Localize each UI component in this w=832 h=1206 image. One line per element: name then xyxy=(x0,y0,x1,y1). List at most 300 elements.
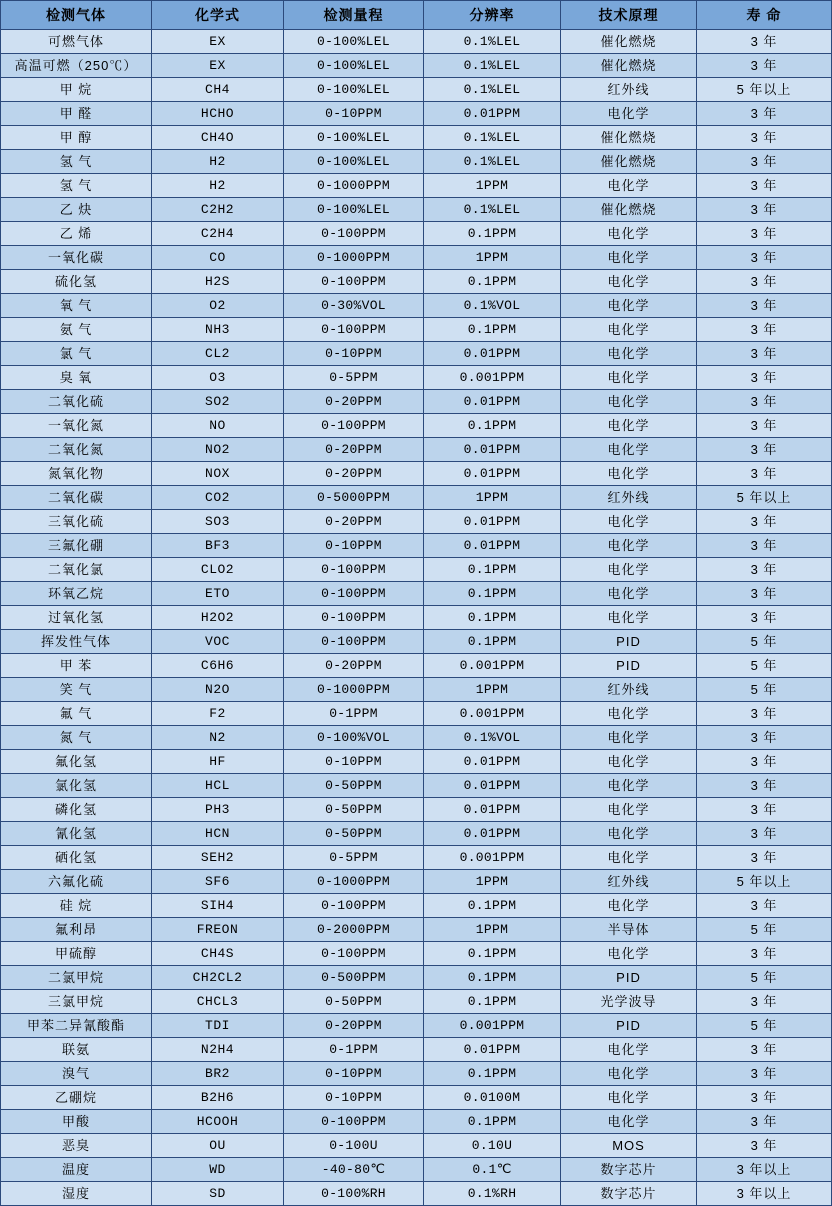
cell-resolution: 0.01PPM xyxy=(424,750,561,774)
cell-range: 0-100PPM xyxy=(284,414,424,438)
cell-principle: 电化学 xyxy=(561,390,697,414)
cell-range: 0-10PPM xyxy=(284,102,424,126)
cell-gas: 二氧化碳 xyxy=(1,486,152,510)
table-header xyxy=(1,1,832,30)
cell-range: 0-100%LEL xyxy=(284,54,424,78)
cell-resolution: 1PPM xyxy=(424,870,561,894)
cell-principle: 电化学 xyxy=(561,1038,697,1062)
cell-principle: 电化学 xyxy=(561,822,697,846)
cell-gas: 甲硫醇 xyxy=(1,942,152,966)
cell-formula: WD xyxy=(152,1158,284,1182)
table-row xyxy=(1,198,832,222)
cell-gas: 硫化氢 xyxy=(1,270,152,294)
cell-range: 0-5PPM xyxy=(284,846,424,870)
cell-formula: CO2 xyxy=(152,486,284,510)
cell-formula: SD xyxy=(152,1182,284,1206)
cell-range: 0-50PPM xyxy=(284,798,424,822)
table-row xyxy=(1,246,832,270)
cell-range: 0-100%VOL xyxy=(284,726,424,750)
cell-formula: C2H4 xyxy=(152,222,284,246)
cell-gas: 三氯甲烷 xyxy=(1,990,152,1014)
cell-formula: N2 xyxy=(152,726,284,750)
cell-life: 3 年 xyxy=(697,318,832,342)
cell-resolution: 0.1PPM xyxy=(424,1062,561,1086)
cell-principle: 电化学 xyxy=(561,462,697,486)
cell-principle: PID xyxy=(561,1014,697,1038)
cell-formula: CH4 xyxy=(152,78,284,102)
cell-life: 3 年 xyxy=(697,126,832,150)
cell-life: 5 年以上 xyxy=(697,78,832,102)
cell-resolution: 0.1PPM xyxy=(424,414,561,438)
cell-principle: 光学波导 xyxy=(561,990,697,1014)
cell-life: 5 年 xyxy=(697,630,832,654)
cell-formula: H2S xyxy=(152,270,284,294)
cell-resolution: 0.001PPM xyxy=(424,654,561,678)
cell-formula: NO xyxy=(152,414,284,438)
cell-range: 0-100%LEL xyxy=(284,150,424,174)
cell-life: 3 年 xyxy=(697,414,832,438)
cell-range: 0-100%LEL xyxy=(284,30,424,54)
cell-life: 3 年 xyxy=(697,702,832,726)
cell-formula: ETO xyxy=(152,582,284,606)
cell-life: 3 年 xyxy=(697,222,832,246)
cell-principle: 电化学 xyxy=(561,798,697,822)
cell-formula: SO3 xyxy=(152,510,284,534)
table-row xyxy=(1,654,832,678)
cell-range: 0-1000PPM xyxy=(284,870,424,894)
cell-resolution: 0.1%RH xyxy=(424,1182,561,1206)
cell-resolution: 0.1PPM xyxy=(424,942,561,966)
cell-gas: 过氧化氢 xyxy=(1,606,152,630)
cell-gas: 甲 醛 xyxy=(1,102,152,126)
cell-gas: 氮氧化物 xyxy=(1,462,152,486)
cell-principle: 电化学 xyxy=(561,342,697,366)
cell-resolution: 0.1PPM xyxy=(424,1110,561,1134)
cell-principle: 数字芯片 xyxy=(561,1182,697,1206)
table-row xyxy=(1,798,832,822)
cell-range: 0-100PPM xyxy=(284,558,424,582)
cell-resolution: 0.01PPM xyxy=(424,462,561,486)
table-row xyxy=(1,438,832,462)
cell-gas: 氮 气 xyxy=(1,726,152,750)
cell-formula: HCOOH xyxy=(152,1110,284,1134)
cell-life: 3 年 xyxy=(697,846,832,870)
cell-gas: 硒化氢 xyxy=(1,846,152,870)
cell-formula: OU xyxy=(152,1134,284,1158)
cell-formula: PH3 xyxy=(152,798,284,822)
table-row xyxy=(1,486,832,510)
cell-gas: 氨 气 xyxy=(1,318,152,342)
cell-life: 3 年 xyxy=(697,798,832,822)
table-row xyxy=(1,846,832,870)
cell-life: 5 年 xyxy=(697,918,832,942)
cell-range: 0-100U xyxy=(284,1134,424,1158)
cell-life: 5 年 xyxy=(697,1014,832,1038)
cell-resolution: 0.01PPM xyxy=(424,102,561,126)
cell-resolution: 0.1PPM xyxy=(424,606,561,630)
cell-gas: 氟利昂 xyxy=(1,918,152,942)
cell-gas: 氧 气 xyxy=(1,294,152,318)
table-row xyxy=(1,366,832,390)
cell-formula: NH3 xyxy=(152,318,284,342)
table-row xyxy=(1,318,832,342)
cell-principle: 电化学 xyxy=(561,294,697,318)
cell-formula: NO2 xyxy=(152,438,284,462)
cell-life: 3 年 xyxy=(697,774,832,798)
cell-gas: 高温可燃（250℃） xyxy=(1,54,152,78)
table-row xyxy=(1,294,832,318)
table-row xyxy=(1,894,832,918)
cell-range: 0-1000PPM xyxy=(284,246,424,270)
cell-formula: CO xyxy=(152,246,284,270)
table-row xyxy=(1,414,832,438)
cell-life: 3 年 xyxy=(697,942,832,966)
cell-gas: 甲 醇 xyxy=(1,126,152,150)
cell-gas: 甲酸 xyxy=(1,1110,152,1134)
cell-resolution: 0.1%LEL xyxy=(424,30,561,54)
cell-resolution: 0.1PPM xyxy=(424,222,561,246)
cell-gas: 一氧化氮 xyxy=(1,414,152,438)
table-row xyxy=(1,174,832,198)
cell-life: 3 年 xyxy=(697,438,832,462)
table-row xyxy=(1,510,832,534)
cell-gas: 乙 炔 xyxy=(1,198,152,222)
table-row xyxy=(1,1086,832,1110)
cell-gas: 甲 苯 xyxy=(1,654,152,678)
cell-formula: HF xyxy=(152,750,284,774)
cell-principle: 半导体 xyxy=(561,918,697,942)
cell-principle: MOS xyxy=(561,1134,697,1158)
cell-gas: 氢 气 xyxy=(1,174,152,198)
cell-life: 3 年 xyxy=(697,198,832,222)
cell-principle: 红外线 xyxy=(561,486,697,510)
cell-life: 3 年 xyxy=(697,102,832,126)
cell-range: 0-10PPM xyxy=(284,1062,424,1086)
cell-range: 0-10PPM xyxy=(284,342,424,366)
column-header-range: 检测量程 xyxy=(284,1,424,30)
cell-resolution: 0.01PPM xyxy=(424,1038,561,1062)
cell-principle: 电化学 xyxy=(561,846,697,870)
table-row xyxy=(1,558,832,582)
cell-gas: 六氟化硫 xyxy=(1,870,152,894)
cell-principle: 电化学 xyxy=(561,222,697,246)
table-row xyxy=(1,126,832,150)
cell-formula: F2 xyxy=(152,702,284,726)
table-body xyxy=(1,30,832,1206)
cell-formula: CH4O xyxy=(152,126,284,150)
cell-range: 0-2000PPM xyxy=(284,918,424,942)
cell-gas: 恶臭 xyxy=(1,1134,152,1158)
cell-principle: 电化学 xyxy=(561,534,697,558)
cell-formula: O3 xyxy=(152,366,284,390)
cell-life: 5 年以上 xyxy=(697,870,832,894)
cell-range: 0-5PPM xyxy=(284,366,424,390)
table-row xyxy=(1,150,832,174)
cell-resolution: 0.01PPM xyxy=(424,438,561,462)
cell-resolution: 0.001PPM xyxy=(424,1014,561,1038)
cell-formula: EX xyxy=(152,54,284,78)
cell-formula: CL2 xyxy=(152,342,284,366)
cell-principle: 电化学 xyxy=(561,174,697,198)
cell-range: 0-1PPM xyxy=(284,702,424,726)
cell-gas: 甲苯二异氰酸酯 xyxy=(1,1014,152,1038)
cell-resolution: 0.1%LEL xyxy=(424,150,561,174)
cell-gas: 笑 气 xyxy=(1,678,152,702)
cell-range: 0-100PPM xyxy=(284,606,424,630)
cell-resolution: 0.01PPM xyxy=(424,774,561,798)
cell-gas: 臭 氧 xyxy=(1,366,152,390)
cell-life: 3 年 xyxy=(697,150,832,174)
cell-range: 0-100%LEL xyxy=(284,78,424,102)
cell-resolution: 0.01PPM xyxy=(424,798,561,822)
cell-resolution: 0.01PPM xyxy=(424,390,561,414)
cell-principle: 电化学 xyxy=(561,366,697,390)
cell-range: 0-20PPM xyxy=(284,438,424,462)
cell-principle: 红外线 xyxy=(561,78,697,102)
cell-resolution: 1PPM xyxy=(424,246,561,270)
table-row xyxy=(1,270,832,294)
table-row xyxy=(1,750,832,774)
cell-formula: C6H6 xyxy=(152,654,284,678)
cell-formula: EX xyxy=(152,30,284,54)
cell-range: 0-1000PPM xyxy=(284,174,424,198)
cell-principle: 电化学 xyxy=(561,102,697,126)
cell-principle: 电化学 xyxy=(561,246,697,270)
cell-life: 3 年 xyxy=(697,246,832,270)
cell-principle: 电化学 xyxy=(561,774,697,798)
table-row xyxy=(1,870,832,894)
cell-formula: SEH2 xyxy=(152,846,284,870)
cell-range: 0-50PPM xyxy=(284,990,424,1014)
cell-gas: 氟 气 xyxy=(1,702,152,726)
table-row xyxy=(1,726,832,750)
cell-formula: H2 xyxy=(152,150,284,174)
cell-gas: 二氯甲烷 xyxy=(1,966,152,990)
table-row xyxy=(1,222,832,246)
cell-range: 0-100%LEL xyxy=(284,126,424,150)
cell-life: 5 年 xyxy=(697,654,832,678)
cell-life: 3 年以上 xyxy=(697,1158,832,1182)
cell-formula: BR2 xyxy=(152,1062,284,1086)
cell-range: 0-5000PPM xyxy=(284,486,424,510)
table-row xyxy=(1,582,832,606)
cell-resolution: 0.10U xyxy=(424,1134,561,1158)
cell-life: 5 年 xyxy=(697,966,832,990)
cell-formula: BF3 xyxy=(152,534,284,558)
cell-formula: VOC xyxy=(152,630,284,654)
cell-life: 3 年 xyxy=(697,534,832,558)
cell-range: 0-20PPM xyxy=(284,390,424,414)
cell-gas: 氟化氢 xyxy=(1,750,152,774)
cell-resolution: 0.1%VOL xyxy=(424,294,561,318)
cell-formula: H2 xyxy=(152,174,284,198)
table-row xyxy=(1,534,832,558)
cell-life: 3 年 xyxy=(697,894,832,918)
cell-life: 3 年 xyxy=(697,726,832,750)
cell-range: 0-10PPM xyxy=(284,534,424,558)
cell-principle: 电化学 xyxy=(561,702,697,726)
cell-gas: 乙硼烷 xyxy=(1,1086,152,1110)
cell-life: 3 年 xyxy=(697,174,832,198)
cell-principle: 电化学 xyxy=(561,750,697,774)
cell-range: 0-50PPM xyxy=(284,822,424,846)
cell-formula: CLO2 xyxy=(152,558,284,582)
cell-principle: 催化燃烧 xyxy=(561,198,697,222)
cell-range: 0-20PPM xyxy=(284,510,424,534)
cell-resolution: 0.1PPM xyxy=(424,630,561,654)
cell-gas: 二氧化硫 xyxy=(1,390,152,414)
table-row xyxy=(1,822,832,846)
cell-formula: HCN xyxy=(152,822,284,846)
cell-life: 3 年 xyxy=(697,270,832,294)
cell-resolution: 0.01PPM xyxy=(424,342,561,366)
cell-life: 3 年 xyxy=(697,462,832,486)
cell-life: 3 年 xyxy=(697,366,832,390)
cell-gas: 温度 xyxy=(1,1158,152,1182)
cell-range: 0-50PPM xyxy=(284,774,424,798)
cell-resolution: 0.1PPM xyxy=(424,318,561,342)
cell-resolution: 0.1%LEL xyxy=(424,54,561,78)
cell-formula: N2O xyxy=(152,678,284,702)
cell-range: 0-1PPM xyxy=(284,1038,424,1062)
cell-range: 0-1000PPM xyxy=(284,678,424,702)
table-row xyxy=(1,1062,832,1086)
cell-principle: 催化燃烧 xyxy=(561,126,697,150)
cell-principle: PID xyxy=(561,630,697,654)
cell-resolution: 0.1℃ xyxy=(424,1158,561,1182)
cell-formula: CH2CL2 xyxy=(152,966,284,990)
cell-life: 3 年 xyxy=(697,30,832,54)
cell-principle: 电化学 xyxy=(561,270,697,294)
cell-principle: 电化学 xyxy=(561,510,697,534)
table-row xyxy=(1,342,832,366)
cell-resolution: 0.1%LEL xyxy=(424,198,561,222)
table-row xyxy=(1,1110,832,1134)
cell-life: 3 年 xyxy=(697,54,832,78)
cell-principle: 电化学 xyxy=(561,414,697,438)
table-row xyxy=(1,462,832,486)
cell-range: 0-10PPM xyxy=(284,750,424,774)
cell-principle: 催化燃烧 xyxy=(561,30,697,54)
cell-resolution: 1PPM xyxy=(424,678,561,702)
cell-resolution: 0.001PPM xyxy=(424,702,561,726)
cell-range: 0-100PPM xyxy=(284,318,424,342)
cell-resolution: 1PPM xyxy=(424,486,561,510)
cell-resolution: 0.1PPM xyxy=(424,990,561,1014)
table-row xyxy=(1,702,832,726)
cell-gas: 甲 烷 xyxy=(1,78,152,102)
cell-principle: 红外线 xyxy=(561,870,697,894)
cell-gas: 二氧化氮 xyxy=(1,438,152,462)
cell-life: 3 年 xyxy=(697,582,832,606)
cell-principle: 催化燃烧 xyxy=(561,150,697,174)
column-header-formula: 化学式 xyxy=(152,1,284,30)
cell-principle: 数字芯片 xyxy=(561,1158,697,1182)
cell-principle: 电化学 xyxy=(561,1110,697,1134)
cell-gas: 磷化氢 xyxy=(1,798,152,822)
cell-formula: B2H6 xyxy=(152,1086,284,1110)
cell-gas: 联氨 xyxy=(1,1038,152,1062)
cell-range: 0-20PPM xyxy=(284,462,424,486)
column-header-principle: 技术原理 xyxy=(561,1,697,30)
cell-formula: H2O2 xyxy=(152,606,284,630)
cell-gas: 氢 气 xyxy=(1,150,152,174)
table-row xyxy=(1,942,832,966)
cell-formula: SO2 xyxy=(152,390,284,414)
cell-life: 3 年 xyxy=(697,1110,832,1134)
cell-formula: CH4S xyxy=(152,942,284,966)
cell-life: 3 年 xyxy=(697,1038,832,1062)
cell-life: 3 年 xyxy=(697,510,832,534)
cell-life: 3 年 xyxy=(697,750,832,774)
table-row xyxy=(1,966,832,990)
table-row xyxy=(1,1134,832,1158)
cell-resolution: 1PPM xyxy=(424,174,561,198)
cell-principle: 红外线 xyxy=(561,678,697,702)
cell-range: 0-100PPM xyxy=(284,1110,424,1134)
cell-principle: 电化学 xyxy=(561,942,697,966)
cell-resolution: 0.1PPM xyxy=(424,558,561,582)
cell-range: 0-20PPM xyxy=(284,654,424,678)
table-row xyxy=(1,1038,832,1062)
cell-principle: 电化学 xyxy=(561,894,697,918)
table-row xyxy=(1,1182,832,1206)
table-row xyxy=(1,78,832,102)
cell-life: 3 年 xyxy=(697,1062,832,1086)
cell-gas: 三氟化硼 xyxy=(1,534,152,558)
cell-gas: 挥发性气体 xyxy=(1,630,152,654)
cell-gas: 湿度 xyxy=(1,1182,152,1206)
cell-resolution: 0.1%LEL xyxy=(424,126,561,150)
table-row xyxy=(1,102,832,126)
table-header-row xyxy=(1,1,832,30)
column-header-resolution: 分辨率 xyxy=(424,1,561,30)
cell-resolution: 0.01PPM xyxy=(424,822,561,846)
cell-formula: C2H2 xyxy=(152,198,284,222)
cell-gas: 二氧化氯 xyxy=(1,558,152,582)
cell-life: 3 年 xyxy=(697,294,832,318)
cell-range: 0-500PPM xyxy=(284,966,424,990)
cell-gas: 氰化氢 xyxy=(1,822,152,846)
cell-life: 3 年 xyxy=(697,1134,832,1158)
table-row xyxy=(1,1014,832,1038)
column-header-gas: 检测气体 xyxy=(1,1,152,30)
cell-life: 3 年 xyxy=(697,822,832,846)
table-row xyxy=(1,1158,832,1182)
cell-resolution: 0.001PPM xyxy=(424,366,561,390)
cell-formula: N2H4 xyxy=(152,1038,284,1062)
cell-gas: 乙 烯 xyxy=(1,222,152,246)
cell-range: 0-100PPM xyxy=(284,222,424,246)
cell-life: 3 年 xyxy=(697,990,832,1014)
table-row xyxy=(1,390,832,414)
cell-gas: 一氧化碳 xyxy=(1,246,152,270)
cell-gas: 环氧乙烷 xyxy=(1,582,152,606)
cell-life: 3 年以上 xyxy=(697,1182,832,1206)
cell-resolution: 1PPM xyxy=(424,918,561,942)
cell-resolution: 0.1PPM xyxy=(424,894,561,918)
cell-resolution: 0.1PPM xyxy=(424,582,561,606)
cell-resolution: 0.1PPM xyxy=(424,270,561,294)
cell-range: 0-10PPM xyxy=(284,1086,424,1110)
cell-gas: 溴气 xyxy=(1,1062,152,1086)
cell-life: 3 年 xyxy=(697,606,832,630)
cell-resolution: 0.0100M xyxy=(424,1086,561,1110)
cell-range: 0-100PPM xyxy=(284,894,424,918)
cell-life: 3 年 xyxy=(697,342,832,366)
table-row xyxy=(1,30,832,54)
cell-resolution: 0.1%VOL xyxy=(424,726,561,750)
